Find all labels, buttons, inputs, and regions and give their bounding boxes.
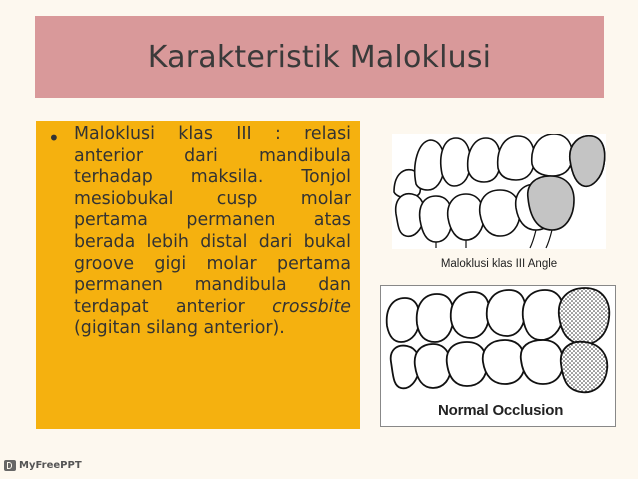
class-iii-teeth-image [392,134,606,249]
bullet-text-part2: (gigitan silang anterior). [74,318,285,339]
figure1-caption: Maloklusi klas III Angle [440,258,558,270]
myfreeppt-logo [4,460,82,471]
normal-occlusion-image [380,285,616,427]
logo-text: MyFreePPT [19,460,82,471]
bullet-italic-term: crossbite [272,296,351,317]
logo-icon [4,460,16,471]
figure2-caption: Normal Occlusion [438,402,564,419]
bullet-text-part1: Maloklusi klas III : relasi anterior dari mandibula terhadap maksila. Tonjol mesiobukal cusp molar pertama permanen atas berada lebih distal dari bukal groove gigi molar pertama permanen mandibula dan terdapat anterior [74,124,351,317]
class-iii-teeth-drawing [392,134,606,249]
bullet-marker: • [48,126,60,150]
title-bar [35,16,604,98]
slide-title: Karakteristik Maloklusi [147,39,492,75]
bullet-text [74,124,351,340]
